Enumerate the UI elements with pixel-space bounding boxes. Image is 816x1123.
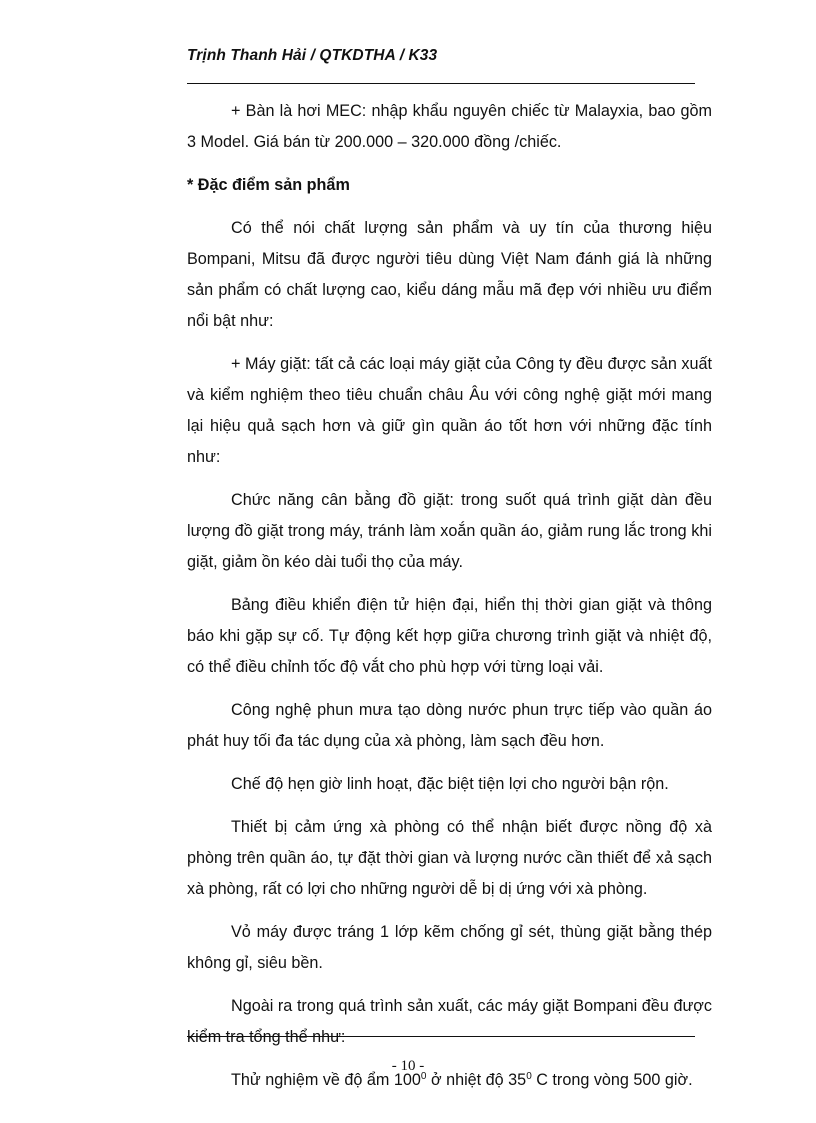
humidity-text-3: C trong vòng 500 giờ. — [531, 1071, 693, 1089]
page-header: Trịnh Thanh Hải / QTKDTHA / K33 — [187, 47, 438, 64]
paragraph-testing: Ngoài ra trong quá trình sản xuất, các máy giặt Bompani đều được kiểm tra tổng thể như: — [187, 997, 712, 1046]
header-rule — [187, 83, 695, 84]
paragraph-control-panel: Bảng điều khiển điện tử hiện đại, hiển thị thời gian giặt và thông báo khi gặp sự cố. Tự động kết hợp giữa chương trình giặt và nhiệt độ, có thể điều chỉnh tốc độ vắt cho phù hợp với từng loại vải. — [187, 596, 712, 676]
paragraph-timer: Chế độ hẹn giờ linh hoạt, đặc biệt tiện lợi cho người bận rộn. — [231, 775, 669, 793]
paragraph-quality: Có thể nói chất lượng sản phẩm và uy tín của thương hiệu Bompani, Mitsu đã được người tiêu dùng Việt Nam đánh giá là những sản phẩm có chất lượng cao, kiểu dáng mẫu mã đẹp với nhiều ưu điểm nổi bật như: — [187, 219, 712, 330]
section-heading: * Đặc điểm sản phẩm — [187, 176, 350, 194]
footer-rule — [187, 1036, 695, 1037]
paragraph-balance: Chức năng cân bằng đồ giặt: trong suốt quá trình giặt dàn đều lượng đồ giặt trong máy, tránh làm xoắn quần áo, giảm rung lắc trong khi giặt, giảm ồn kéo dài tuổi thọ của máy. — [187, 491, 712, 571]
degree-superscript-1: 0 — [420, 1071, 427, 1082]
document-body — [187, 96, 712, 1108]
paragraph-soap-sensor: Thiết bị cảm ứng xà phòng có thể nhận biết được nồng độ xà phòng trên quần áo, tự đặt thời gian và lượng nước cần thiết để xả sạch xà phòng, rất có lợi cho những người dễ bị dị ứng với xà phòng. — [187, 818, 712, 898]
humidity-text-2: ở nhiệt độ 35 — [426, 1071, 527, 1089]
page-number: - 10 - — [391, 1058, 425, 1074]
paragraph-spray: Công nghệ phun mưa tạo dòng nước phun trực tiếp vào quần áo phát huy tối đa tác dụng của xà phòng, làm sạch đều hơn. — [187, 701, 712, 750]
degree-superscript-2: 0 — [526, 1071, 532, 1082]
paragraph-washing-machine: + Máy giặt: tất cả các loại máy giặt của Công ty đều được sản xuất và kiểm nghiệm theo tiêu chuẩn châu Âu với công nghệ giặt mới mang lại hiệu quả sạch hơn và giữ gìn quần áo tốt hơn với những đặc tính như: — [187, 355, 712, 466]
paragraph-mec-iron: + Bàn là hơi MEC: nhập khẩu nguyên chiếc từ Malayxia, bao gồm 3 Model. Giá bán từ 200.000 – 320.000 đồng /chiếc. — [187, 102, 712, 151]
paragraph-casing: Vỏ máy được tráng 1 lớp kẽm chống gỉ sét, thùng giặt bằng thép không gỉ, siêu bền. — [187, 923, 712, 972]
humidity-text-1: Thử nghiệm về độ ẩm 100 — [231, 1071, 421, 1089]
